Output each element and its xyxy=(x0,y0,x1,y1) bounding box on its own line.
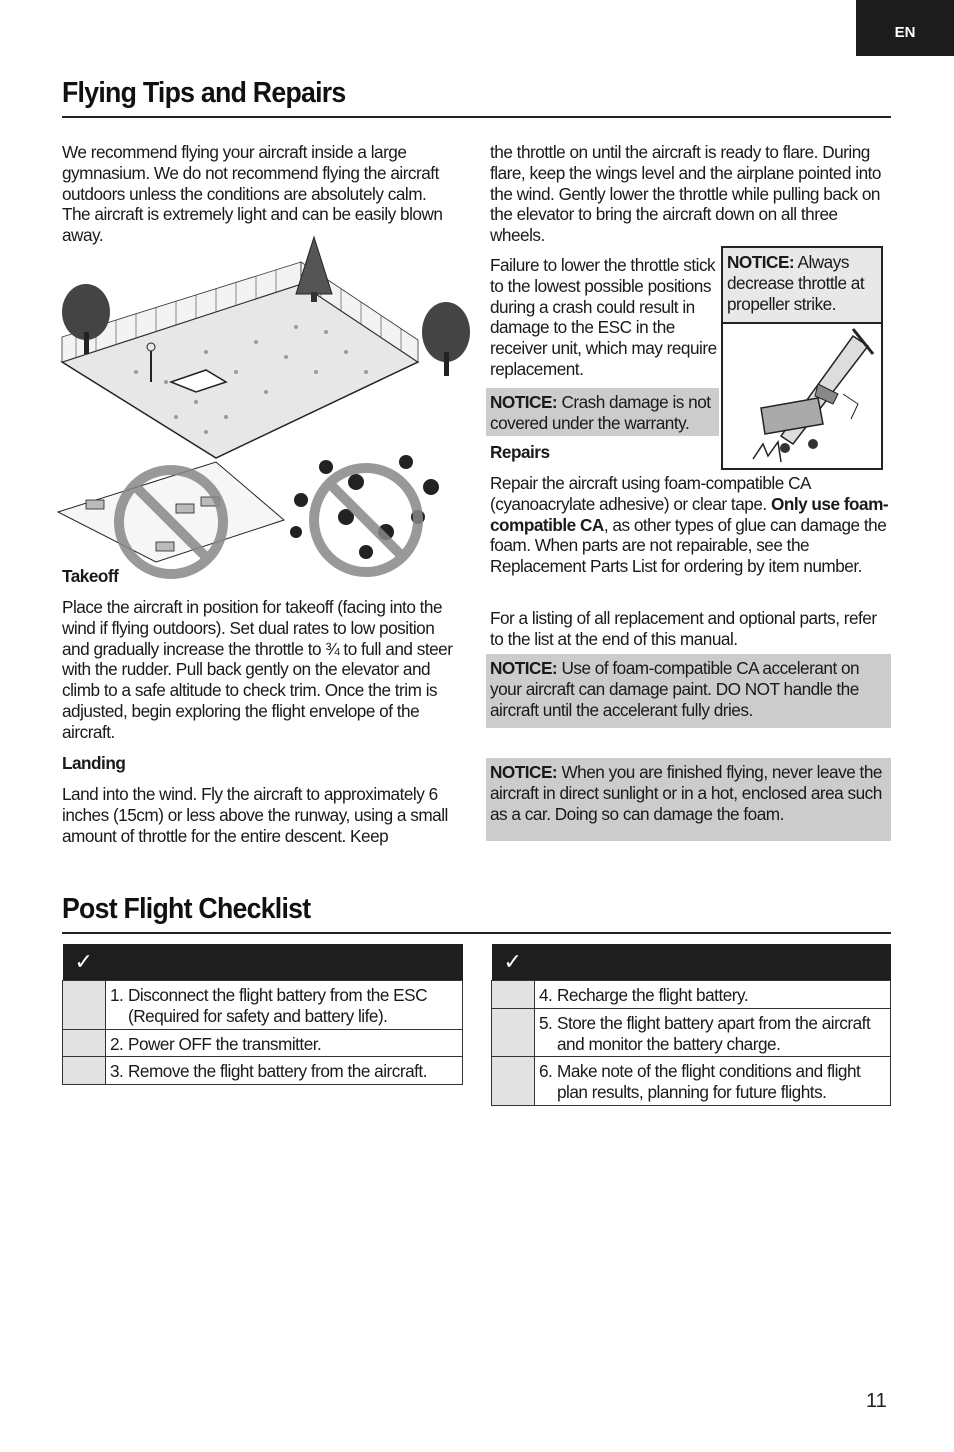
landing-paragraph-continued: the throttle on until the aircraft is ready to flare. During flare, keep the wings level and the airplane pointed into the wind. Gently lower the throttle while pulling back on the elevator to bring the aircraft down on all three wheels. xyxy=(490,142,881,246)
item-text: Remove the flight battery from the aircraft. xyxy=(128,1061,427,1082)
notice-label: NOTICE: xyxy=(490,762,558,782)
notice-ca-text: Use of foam-compatible CA accelerant on your aircraft can damage paint. DO NOT handle the aircraft until the accelerant fully dries. xyxy=(490,658,860,720)
repairs-text-end: , as other types of glue can damage the foam. When parts are not repairable, see the Replacement Parts List for ordering by item number. xyxy=(490,514,887,577)
table-row xyxy=(492,1008,891,1057)
notice-ca-box xyxy=(486,654,891,728)
repairs-text: Repair the aircraft using foam-compatible CA (cyanoacrylate adhesive) or clear tape. xyxy=(490,473,810,514)
title-rule xyxy=(62,116,891,118)
checkmark-icon: ✓ xyxy=(503,948,522,974)
item-text: Power OFF the transmitter. xyxy=(128,1033,322,1054)
section-title-post-flight: Post Flight Checklist xyxy=(62,893,311,925)
item-text: Store the flight battery apart from the aircraft and monitor the battery charge. xyxy=(557,1012,871,1054)
language-tab: EN xyxy=(856,0,954,56)
item-text: Make note of the flight conditions and flight plan results, planning for future flights. xyxy=(557,1061,861,1103)
checkbox-cell[interactable] xyxy=(492,1057,535,1106)
crash-plane-illustration xyxy=(723,324,881,468)
table-row xyxy=(492,1057,891,1106)
checkbox-cell[interactable] xyxy=(63,1057,106,1085)
notice-sunlight-box xyxy=(486,758,891,841)
table-row xyxy=(63,1029,463,1057)
item-number: 5. xyxy=(539,1012,553,1033)
table-row xyxy=(492,981,891,1009)
checkbox-cell[interactable] xyxy=(63,1029,106,1057)
checklist-table-right xyxy=(491,944,891,1106)
checkbox-cell[interactable] xyxy=(492,1008,535,1057)
checklist-item xyxy=(106,1029,463,1057)
notice-crash-box xyxy=(486,388,719,436)
checklist-header xyxy=(63,944,463,981)
notice-propeller-box xyxy=(721,246,883,324)
intro-paragraph: We recommend flying your aircraft inside a large gymnasium. We do not recommend flying the aircraft outdoors unless the conditions are absolutely calm. The aircraft is extremely light and can be easily blown away. xyxy=(62,142,443,246)
notice-label: NOTICE: xyxy=(490,658,558,678)
notice-sunlight-text: When you are finished flying, never leave the aircraft in direct sunlight or in a hot, enclosed area such as a car. Doing so can damage the foam. xyxy=(490,762,882,824)
checklist-item xyxy=(535,981,891,1009)
page-number: 11 xyxy=(866,1390,887,1412)
landing-paragraph: Land into the wind. Fly the aircraft to approximately 6 inches (15cm) or less above the runway, using a small amount of throttle for the entire descent. Keep xyxy=(62,784,448,846)
notice-crash-text: Crash damage is not covered under the warranty. xyxy=(490,392,711,433)
checklist-table-left xyxy=(62,944,463,1085)
failure-paragraph: Failure to lower the throttle stick to the lowest possible positions during a crash could result in damage to the ESC in the receiver unit, which may require replacement. xyxy=(490,255,717,379)
notice-propeller-text: Always decrease throttle at propeller strike. xyxy=(727,252,865,314)
checklist-item xyxy=(535,1008,891,1057)
takeoff-heading: Takeoff xyxy=(62,566,119,586)
crash-illustration-frame xyxy=(721,322,883,470)
repairs-paragraph xyxy=(490,473,890,577)
item-text: Disconnect the flight battery from the ESC (Required for safety and battery life). xyxy=(128,985,428,1026)
item-number: 3. xyxy=(110,1061,124,1082)
table-row xyxy=(63,1057,463,1085)
repairs-heading: Repairs xyxy=(490,442,550,462)
title-rule xyxy=(62,932,891,934)
item-number: 2. xyxy=(110,1033,124,1054)
item-number: 1. xyxy=(110,985,124,1005)
item-text: Recharge the flight battery. xyxy=(557,985,749,1005)
checkbox-cell[interactable] xyxy=(492,981,535,1009)
listing-paragraph: For a listing of all replacement and optional parts, refer to the list at the end of this manual. xyxy=(490,608,877,649)
item-number: 4. xyxy=(539,985,553,1005)
table-row xyxy=(63,981,463,1030)
checkmark-icon: ✓ xyxy=(74,948,93,974)
takeoff-paragraph: Place the aircraft in position for takeoff (facing into the wind if flying outdoors). Set dual rates to low position and gradually increase the throttle to ¾ to full and steer with the rudder. Pull back gently on the elevator and climb to a safe altitude to check trim. Once the trim is adjusted, begin exploring the flight envelope of the aircraft. xyxy=(62,597,453,742)
item-number: 6. xyxy=(539,1061,553,1082)
notice-label: NOTICE: xyxy=(727,252,795,272)
repairs-bold-text: Only use foam-compatible CA xyxy=(490,493,889,535)
checkbox-cell[interactable] xyxy=(63,981,106,1030)
notice-label: NOTICE: xyxy=(490,392,558,412)
flying-area-illustration xyxy=(56,232,476,582)
checklist-item xyxy=(106,981,463,1030)
checklist-item xyxy=(535,1057,891,1106)
section-title-flying-tips: Flying Tips and Repairs xyxy=(62,77,346,109)
landing-heading: Landing xyxy=(62,753,126,773)
checklist-header xyxy=(492,944,891,981)
checklist-item xyxy=(106,1057,463,1085)
